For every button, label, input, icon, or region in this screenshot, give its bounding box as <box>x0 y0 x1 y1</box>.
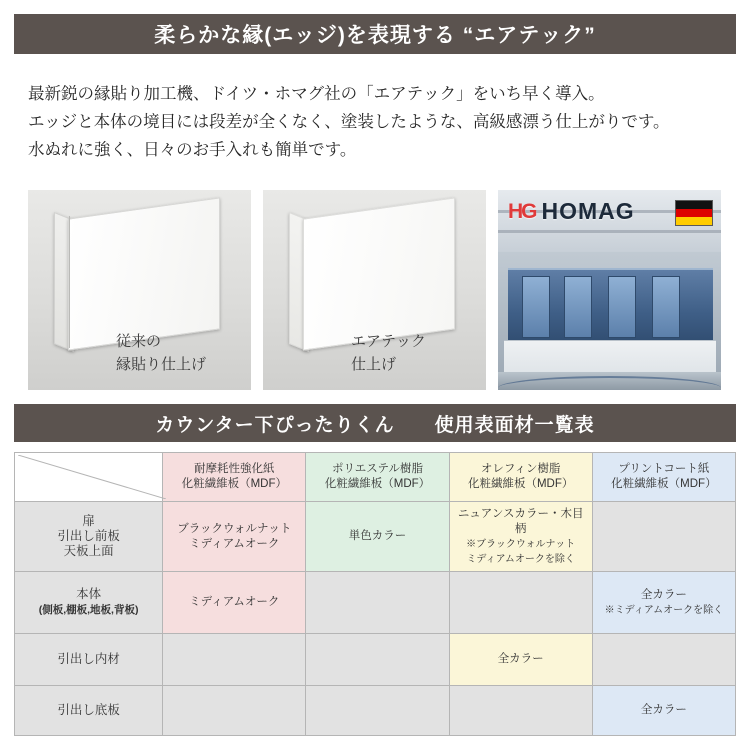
table-corner-cell <box>15 453 163 502</box>
table-row <box>15 634 736 686</box>
homag-logo-text: HOMAG <box>541 198 635 224</box>
lead-line-3: 水ぬれに強く、日々のお手入れも簡単です。 <box>28 141 357 159</box>
cell-r1-c2 <box>306 502 449 572</box>
machine-panel <box>522 276 550 338</box>
photo-caption-line-2: 縁貼り仕上げ <box>116 356 207 373</box>
cell-r1-c1 <box>163 502 306 572</box>
column-header-line-1: ポリエステル樹脂 <box>332 463 423 475</box>
column-header-line-2: 化粧繊維板（MDF） <box>324 478 431 490</box>
column-header-line-2: 化粧繊維板（MDF） <box>181 478 287 490</box>
row-header-2 <box>15 572 163 634</box>
cell-r2-c3 <box>449 572 592 634</box>
cell-line-1: ミディアムオーク <box>189 596 280 608</box>
page-title: 柔らかな縁(エッジ)を表現する “エアテック” <box>154 24 596 47</box>
ceiling-beam <box>498 230 721 233</box>
photo-caption-airtec <box>351 330 426 376</box>
cell-line-1: 単色カラー <box>348 530 407 542</box>
cell-line-1: ブラックウォルナット <box>177 522 292 535</box>
column-header-line-1: オレフィン樹脂 <box>480 463 561 475</box>
edge-seam-line <box>69 216 70 348</box>
panel-face-shape <box>68 197 220 350</box>
photo-airtec-edge <box>263 190 486 390</box>
cell-r2-c1 <box>163 572 306 634</box>
lead-line-1: 最新鋭の縁貼り加工機、ドイツ・ホマグ社の「エアテック」をいち早く導入。 <box>28 85 605 103</box>
column-header-line-1: プリントコート紙 <box>618 463 710 475</box>
cell-r3-c4 <box>592 634 735 686</box>
homag-logo <box>508 198 635 225</box>
diagonal-divider-icon <box>18 455 166 499</box>
header-banner <box>14 14 736 54</box>
table-row <box>15 686 736 736</box>
photo-caption-line-1: エアテック <box>351 333 427 350</box>
cell-line-2: ミディアムオーク <box>189 537 280 550</box>
lead-paragraph <box>28 80 728 164</box>
cell-line-1: 全カラー <box>497 653 544 665</box>
cell-line-3: ミディアムオークを除く <box>466 553 575 565</box>
column-header-line-1: 耐摩耗性強化紙 <box>194 463 275 475</box>
row-header-line-1: 本体 <box>76 587 102 601</box>
table-row <box>15 502 736 572</box>
cell-r1-c4 <box>592 502 735 572</box>
photo-caption-conventional <box>116 330 206 376</box>
homag-mark-icon: HG <box>508 199 536 223</box>
photo-caption-line-1: 従来の <box>116 333 162 350</box>
cell-line-1: 全カラー <box>640 704 687 716</box>
row-header-line-3: 天板上面 <box>63 544 114 558</box>
row-header-1 <box>15 502 163 572</box>
table-banner-title: カウンター下ぴったりくん 使用表面材一覧表 <box>155 414 595 436</box>
row-header-line-1: 扉 <box>82 514 95 528</box>
table-header-row <box>15 453 736 502</box>
lead-line-2: エッジと本体の境目には段差が全くなく、塗装したような、高級感漂う仕上がりです。 <box>28 113 670 131</box>
cell-r4-c3 <box>449 686 592 736</box>
row-header-line-2: (側板,棚板,地板,背板) <box>38 604 139 616</box>
column-header-4 <box>592 453 735 502</box>
cell-line-1: 全カラー <box>640 588 687 601</box>
row-header-4 <box>15 686 163 736</box>
cell-r3-c2 <box>306 634 449 686</box>
cell-line-1: ニュアンスカラー・木目柄 <box>457 507 584 535</box>
table-row <box>15 572 736 634</box>
row-header-line-1: 引出し底板 <box>57 703 120 717</box>
column-header-line-2: 化粧繊維板（MDF） <box>611 478 717 490</box>
column-header-2 <box>306 453 449 502</box>
panel-face-shape <box>303 197 455 350</box>
photo-row <box>28 190 722 390</box>
cell-r1-c3 <box>449 502 592 572</box>
machine-base <box>504 340 716 375</box>
machine-panel <box>608 276 636 338</box>
row-header-line-1: 引出し内材 <box>57 652 120 666</box>
column-header-3 <box>449 453 592 502</box>
photo-homag-machine <box>498 190 721 390</box>
cell-r2-c2 <box>306 572 449 634</box>
cell-r4-c2 <box>306 686 449 736</box>
surface-material-table <box>14 452 736 736</box>
table-banner <box>14 404 736 442</box>
cell-r3-c3 <box>449 634 592 686</box>
row-header-3 <box>15 634 163 686</box>
column-header-1 <box>163 453 306 502</box>
cell-r2-c4 <box>592 572 735 634</box>
cell-r4-c4 <box>592 686 735 736</box>
cell-r4-c1 <box>163 686 306 736</box>
photo-caption-line-2: 仕上げ <box>351 356 397 373</box>
cell-line-2: ※ブラックウォルナット <box>466 538 576 550</box>
cell-r3-c1 <box>163 634 306 686</box>
machine-panel <box>564 276 592 338</box>
photo-conventional-edge <box>28 190 251 390</box>
row-header-line-2: 引出し前板 <box>57 529 120 543</box>
machine-panel <box>652 276 680 338</box>
cell-line-2: ※ミディアムオークを除く <box>604 604 724 616</box>
column-header-line-2: 化粧繊維板（MDF） <box>467 478 574 490</box>
german-flag-icon <box>675 200 713 226</box>
